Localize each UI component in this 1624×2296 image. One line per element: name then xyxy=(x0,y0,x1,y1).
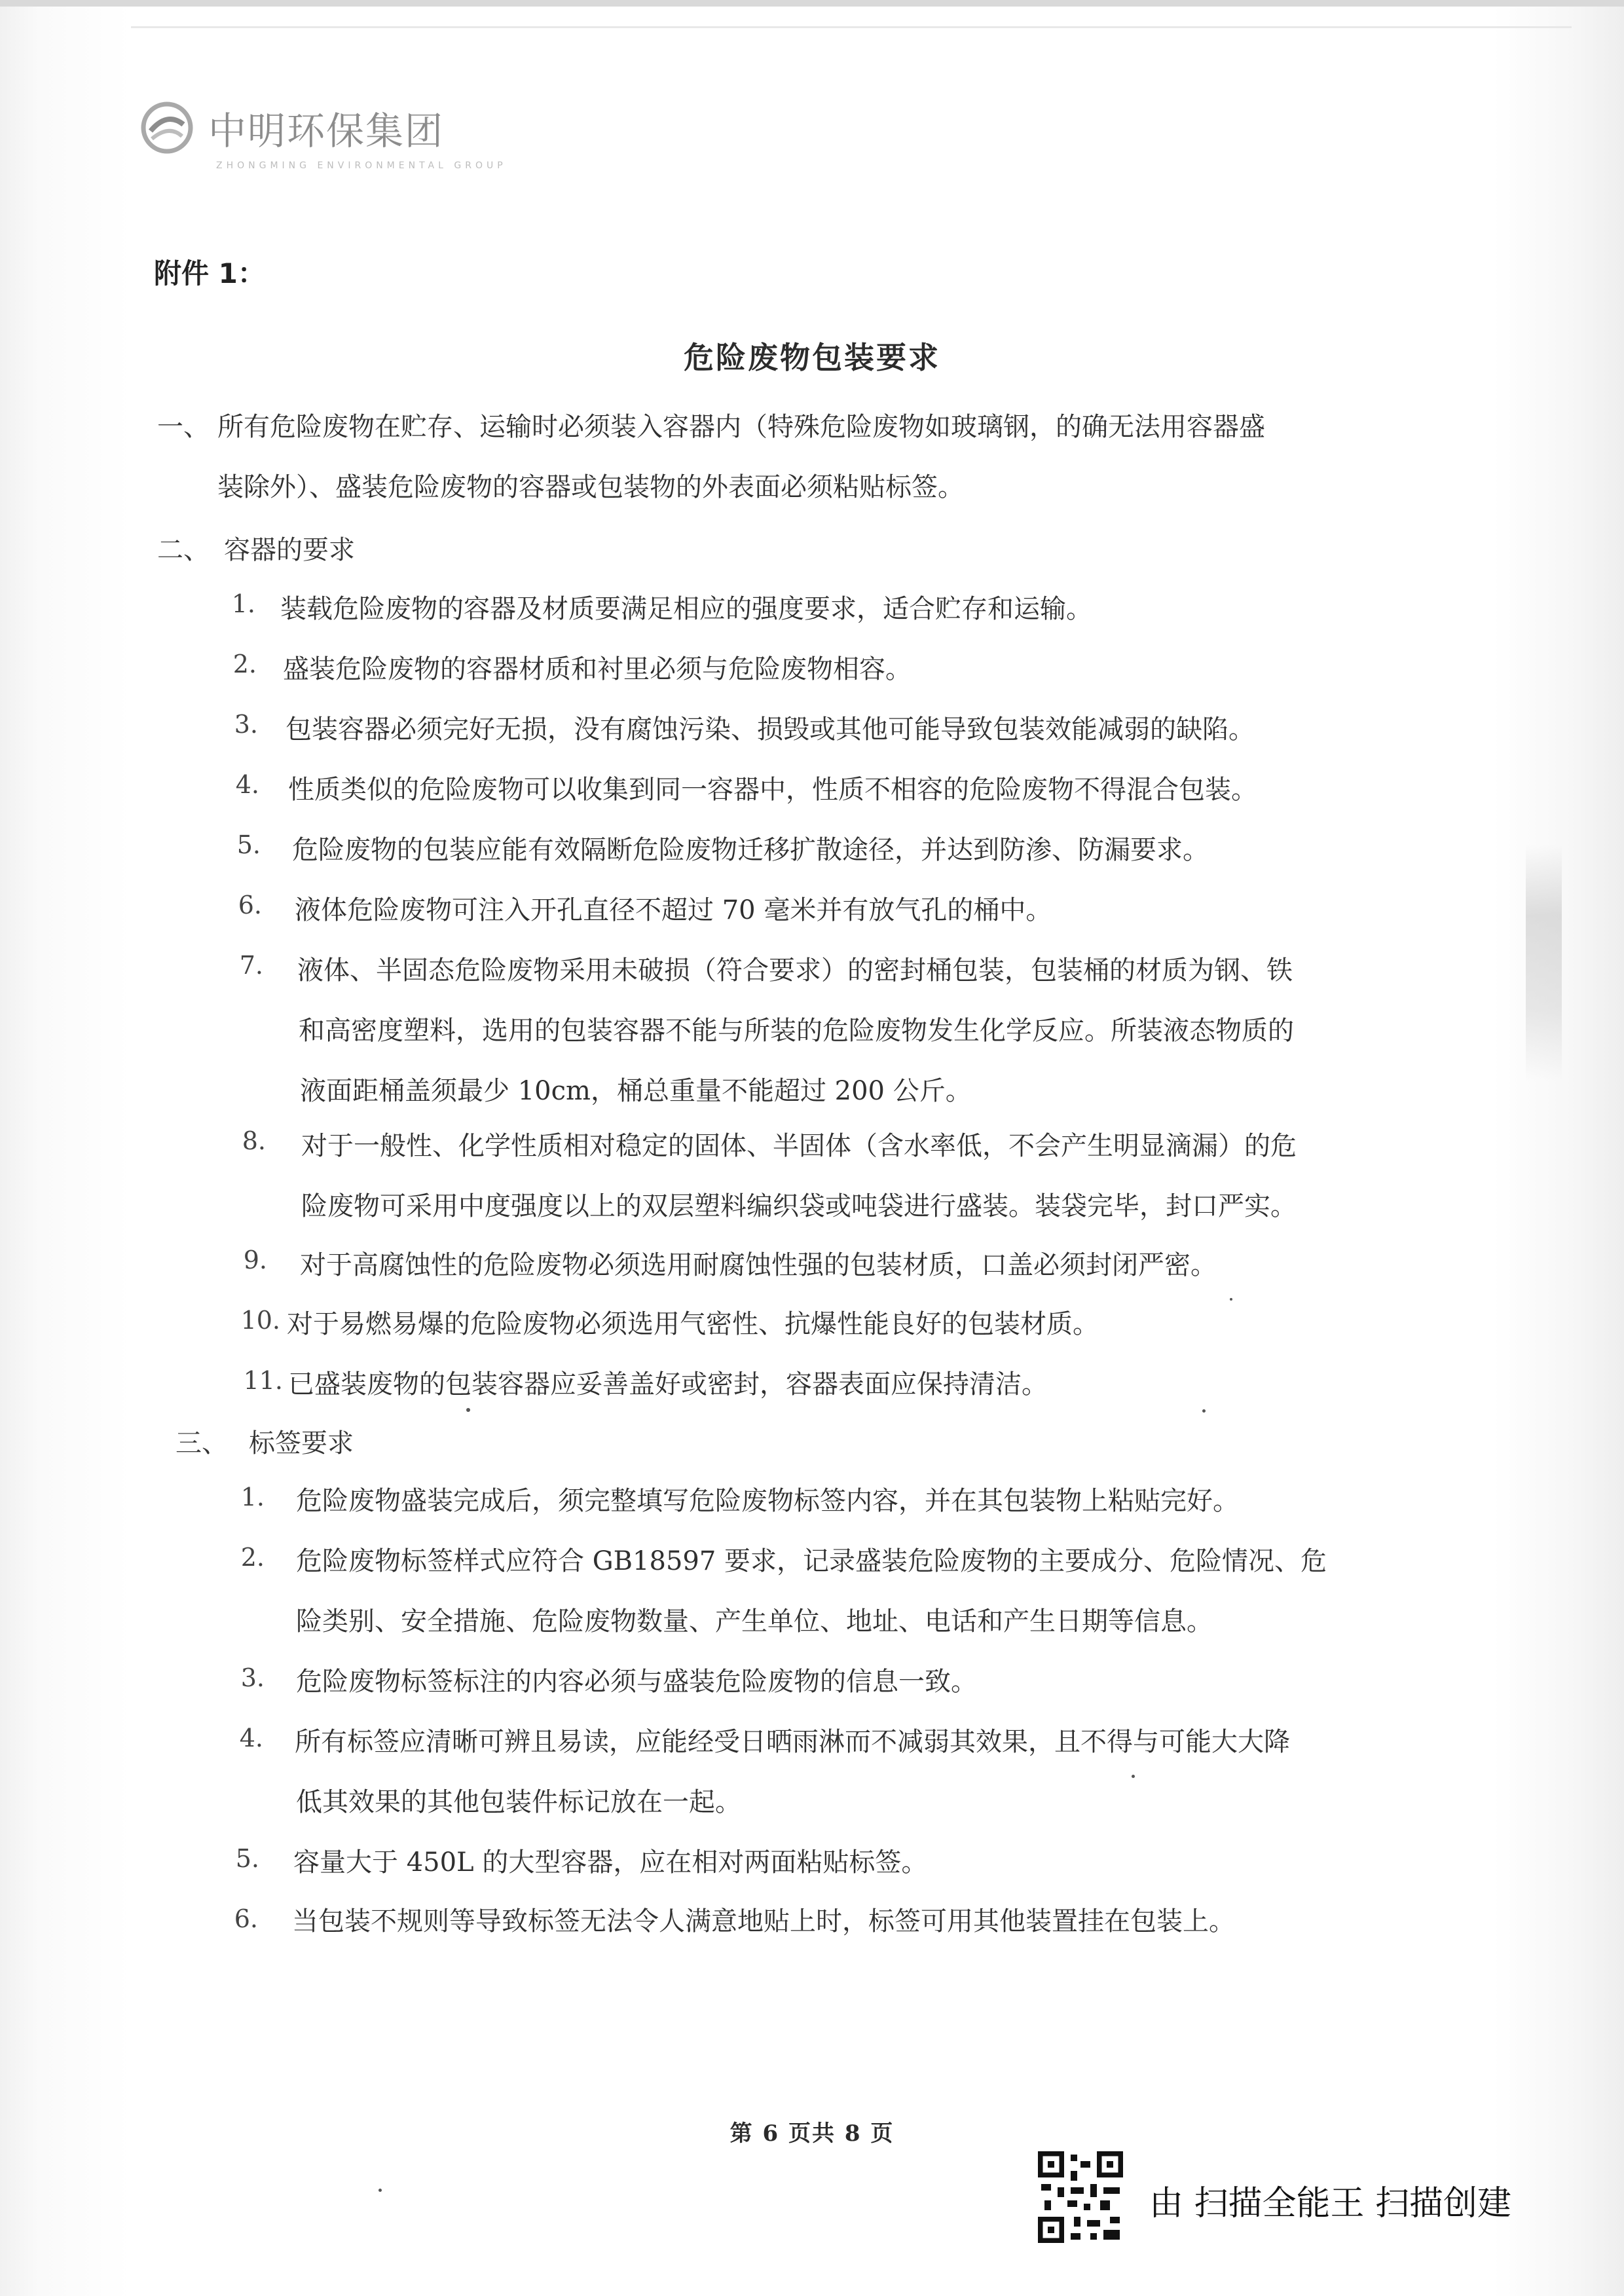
s2-item-5-line-1: 危险废物的包装应能有效隔断危险废物迁移扩散途径，并达到防渗、防漏要求。 xyxy=(292,835,1209,865)
s2-item-6-line-1: 液体危险废物可注入开孔直径不超过 70 毫米并有放气孔的桶中。 xyxy=(295,895,1052,925)
s2-item-9-line-1: 对于高腐蚀性的危险废物必须选用耐腐蚀性强的包装材质，口盖必须封闭严密。 xyxy=(300,1250,1217,1280)
scan-side-shadow xyxy=(1526,845,1562,1081)
s2-item-8-line-1: 对于一般性、化学性质相对稳定的固体、半固体（含水率低，不会产生明显滴漏）的危 xyxy=(301,1131,1297,1161)
qr-code-icon xyxy=(1035,2148,1126,2246)
company-logo xyxy=(138,98,444,157)
s2-item-4-line-1: 性质类似的危险废物可以收集到同一容器中，性质不相容的危险废物不得混合包装。 xyxy=(288,775,1257,805)
s2-item-7-line-2: 和高密度塑料，选用的包装容器不能与所装的危险废物发生化学反应。所装液态物质的 xyxy=(299,1016,1294,1046)
section-1-line-1: 所有危险废物在贮存、运输时必须装入容器内（特殊危险废物如玻璃钢，的确无法用容器盛 xyxy=(217,412,1265,442)
s2-item-3-line-1: 包装容器必须完好无损，没有腐蚀污染、损毁或其他可能导致包装效能减弱的缺陷。 xyxy=(286,714,1255,745)
s3-item-6-line-1: 当包装不规则等导致标签无法令人满意地贴上时，标签可用其他装置挂在包装上。 xyxy=(292,1906,1235,1936)
section-3-heading: 标签要求 xyxy=(249,1428,354,1458)
s3-item-4-line-2: 低其效果的其他包装件标记放在一起。 xyxy=(296,1787,741,1817)
company-logo-icon xyxy=(138,98,196,157)
s2-item-6-num: 6. xyxy=(238,891,262,919)
scan-speck xyxy=(1230,1298,1232,1301)
s2-item-8-num: 8. xyxy=(242,1126,266,1155)
s3-item-3-num: 3. xyxy=(240,1663,265,1692)
s3-item-3-line-1: 危险废物标签标注的内容必须与盛装危险废物的信息一致。 xyxy=(296,1667,977,1697)
s2-item-10-line-1: 对于易燃易爆的危险废物必须选用气密性、抗爆性能良好的包装材质。 xyxy=(287,1309,1099,1339)
scan-speck xyxy=(1202,1409,1206,1413)
s2-item-2-line-1: 盛装危险废物的容器材质和衬里必须与危险废物相容。 xyxy=(283,654,912,684)
s2-item-4-num: 4. xyxy=(235,770,259,799)
s3-item-4-num: 4. xyxy=(239,1724,263,1752)
scan-speck xyxy=(378,2189,382,2192)
s3-item-5-num: 5. xyxy=(235,1844,259,1873)
s2-item-7-num: 7. xyxy=(239,951,263,980)
section-1-line-2: 装除外）、盛装危险废物的容器或包装物的外表面必须粘贴标签。 xyxy=(217,472,964,502)
s2-item-1-num: 1. xyxy=(231,589,255,618)
s2-item-10-num: 10. xyxy=(240,1306,280,1335)
s3-item-1-line-1: 危险废物盛装完成后，须完整填写危险废物标签内容，并在其包装物上粘贴完好。 xyxy=(296,1486,1239,1516)
page-number: 第 6 页共 8 页 xyxy=(729,2120,895,2147)
s2-item-7-line-1: 液体、半固态危险废物采用未破损（符合要求）的密封桶包装，包装桶的材质为钢、铁 xyxy=(297,955,1293,986)
s2-item-11-line-1: 已盛装废物的包装容器应妥善盖好或密封，容器表面应保持清洁。 xyxy=(288,1369,1048,1399)
document-title: 危险废物包装要求 xyxy=(684,340,940,375)
s3-item-2-line-1: 危险废物标签样式应符合 GB18597 要求，记录盛装危险废物的主要成分、危险情况、危 xyxy=(296,1546,1327,1576)
scan-speck xyxy=(466,1408,470,1412)
scan-top-edge xyxy=(0,0,1624,7)
s2-item-9-num: 9. xyxy=(243,1246,267,1274)
s3-item-1-num: 1. xyxy=(240,1483,265,1511)
s3-item-2-num: 2. xyxy=(240,1543,265,1572)
s2-item-3-num: 3. xyxy=(234,710,258,739)
section-2-marker: 二、 xyxy=(157,535,210,565)
scan-top-line xyxy=(131,26,1572,28)
s3-item-5-line-1: 容量大于 450L 的大型容器，应在相对两面粘贴标签。 xyxy=(293,1847,928,1878)
s3-item-6-num: 6. xyxy=(234,1904,258,1933)
s3-item-4-line-1: 所有标签应清晰可辨且易读，应能经受日晒雨淋而不减弱其效果，且不得与可能大大降 xyxy=(295,1727,1290,1757)
s2-item-8-line-2: 险废物可采用中度强度以上的双层塑料编织袋或吨袋进行盛装。装袋完毕，封口严实。 xyxy=(301,1191,1297,1221)
scanner-watermark-text: 由 扫描全能王 扫描创建 xyxy=(1149,2184,1512,2223)
attachment-label: 附件 1： xyxy=(154,257,265,289)
company-subtitle: ZHONGMING ENVIRONMENTAL GROUP xyxy=(216,160,507,171)
s2-item-11-num: 11. xyxy=(243,1366,283,1395)
s2-item-7-line-3: 液面距桶盖须最少 10cm，桶总重量不能超过 200 公斤。 xyxy=(300,1076,972,1106)
section-2-heading: 容器的要求 xyxy=(224,535,355,565)
s2-item-5-num: 5. xyxy=(236,830,261,859)
section-1-marker: 一、 xyxy=(157,412,210,442)
scan-speck xyxy=(1132,1775,1135,1778)
s2-item-2-num: 2. xyxy=(232,650,257,678)
company-name: 中明环保集团 xyxy=(208,109,445,153)
section-3-marker: 三、 xyxy=(175,1428,228,1458)
s3-item-2-line-2: 险类别、安全措施、危险废物数量、产生单位、地址、电话和产生日期等信息。 xyxy=(296,1606,1213,1637)
s2-item-1-line-1: 装载危险废物的容器及材质要满足相应的强度要求，适合贮存和运输。 xyxy=(280,594,1092,624)
